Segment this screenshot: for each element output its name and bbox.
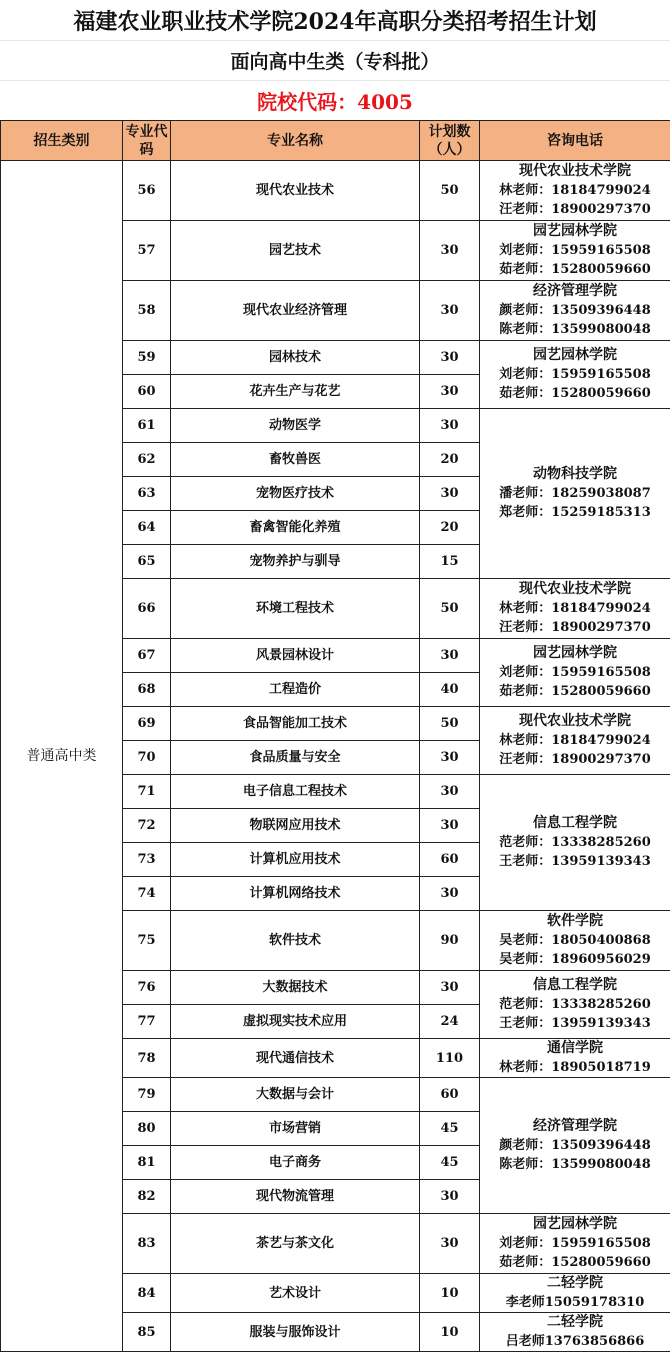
plan-count: 60 xyxy=(420,1078,480,1112)
major-code: 65 xyxy=(123,545,171,579)
contact-college: 园艺园林学院 xyxy=(480,1215,670,1234)
contact-cell xyxy=(480,1214,670,1274)
major-name: 现代通信技术 xyxy=(171,1039,420,1078)
major-code: 64 xyxy=(123,511,171,545)
contact-phone: 陈老师：13599080048 xyxy=(480,320,670,339)
plan-count: 30 xyxy=(420,409,480,443)
major-name: 现代物流管理 xyxy=(171,1180,420,1214)
plan-count: 30 xyxy=(420,775,480,809)
contact-college: 现代农业技术学院 xyxy=(480,712,670,731)
enrollment-plan-table xyxy=(0,120,670,1352)
contact-college: 信息工程学院 xyxy=(480,976,670,995)
contact-phone: 茹老师：15280059660 xyxy=(480,682,670,701)
contact-phone: 汪老师：18900297370 xyxy=(480,618,670,637)
contact-college: 现代农业技术学院 xyxy=(480,162,670,181)
plan-count: 60 xyxy=(420,843,480,877)
header-contact: 咨询电话 xyxy=(480,121,670,161)
major-name: 软件技术 xyxy=(171,911,420,971)
major-code: 62 xyxy=(123,443,171,477)
contact-cell xyxy=(480,341,670,409)
contact-phone: 陈老师：13599080048 xyxy=(480,1155,670,1174)
plan-count: 10 xyxy=(420,1313,480,1352)
major-name: 电子信息工程技术 xyxy=(171,775,420,809)
plan-count: 30 xyxy=(420,1180,480,1214)
major-code: 61 xyxy=(123,409,171,443)
contact-college: 经济管理学院 xyxy=(480,282,670,301)
contact-college: 软件学院 xyxy=(480,912,670,931)
contact-cell xyxy=(480,707,670,775)
contact-phone: 范老师：13338285260 xyxy=(480,995,670,1014)
contact-cell xyxy=(480,1274,670,1313)
contact-college: 二轻学院 xyxy=(480,1274,670,1293)
major-name: 物联网应用技术 xyxy=(171,809,420,843)
major-code: 82 xyxy=(123,1180,171,1214)
contact-cell xyxy=(480,639,670,707)
contact-cell xyxy=(480,971,670,1039)
contact-phone: 颜老师：13509396448 xyxy=(480,301,670,320)
contact-phone: 刘老师：15959165508 xyxy=(480,663,670,682)
contact-phone: 汪老师：18900297370 xyxy=(480,750,670,769)
plan-count: 30 xyxy=(420,341,480,375)
major-code: 74 xyxy=(123,877,171,911)
contact-cell xyxy=(480,221,670,281)
major-code: 73 xyxy=(123,843,171,877)
contact-phone: 茹老师：15280059660 xyxy=(480,1253,670,1272)
major-name: 艺术设计 xyxy=(171,1274,420,1313)
header-category: 招生类别 xyxy=(1,121,123,161)
contact-college: 园艺园林学院 xyxy=(480,644,670,663)
plan-count: 20 xyxy=(420,443,480,477)
contact-college: 动物科技学院 xyxy=(480,465,670,484)
major-code: 83 xyxy=(123,1214,171,1274)
plan-count: 110 xyxy=(420,1039,480,1078)
major-name: 现代农业技术 xyxy=(171,161,420,221)
contact-cell xyxy=(480,579,670,639)
contact-college: 园艺园林学院 xyxy=(480,222,670,241)
major-name: 工程造价 xyxy=(171,673,420,707)
major-name: 计算机应用技术 xyxy=(171,843,420,877)
contact-college: 信息工程学院 xyxy=(480,814,670,833)
contact-phone: 王老师：13959139343 xyxy=(480,852,670,871)
major-name: 花卉生产与花艺 xyxy=(171,375,420,409)
contact-phone: 茹老师：15280059660 xyxy=(480,260,670,279)
contact-phone: 王老师：13959139343 xyxy=(480,1014,670,1033)
plan-count: 30 xyxy=(420,375,480,409)
major-code: 75 xyxy=(123,911,171,971)
header-plan: 计划数（人） xyxy=(420,121,480,161)
major-code: 78 xyxy=(123,1039,171,1078)
major-code: 56 xyxy=(123,161,171,221)
contact-cell xyxy=(480,1039,670,1078)
major-code: 85 xyxy=(123,1313,171,1352)
major-code: 66 xyxy=(123,579,171,639)
contact-phone: 潘老师：18259038087 xyxy=(480,484,670,503)
contact-cell xyxy=(480,911,670,971)
major-code: 69 xyxy=(123,707,171,741)
major-name: 大数据与会计 xyxy=(171,1078,420,1112)
contact-phone: 林老师：18184799024 xyxy=(480,599,670,618)
major-name: 风景园林设计 xyxy=(171,639,420,673)
header-name: 专业名称 xyxy=(171,121,420,161)
contact-college: 二轻学院 xyxy=(480,1313,670,1332)
major-name: 动物医学 xyxy=(171,409,420,443)
major-name: 大数据技术 xyxy=(171,971,420,1005)
plan-count: 10 xyxy=(420,1274,480,1313)
plan-count: 30 xyxy=(420,741,480,775)
contact-phone: 郑老师：15259185313 xyxy=(480,503,670,522)
major-code: 63 xyxy=(123,477,171,511)
major-name: 食品智能加工技术 xyxy=(171,707,420,741)
plan-count: 30 xyxy=(420,971,480,1005)
plan-count: 30 xyxy=(420,877,480,911)
major-name: 畜牧兽医 xyxy=(171,443,420,477)
major-name: 现代农业经济管理 xyxy=(171,281,420,341)
major-name: 虚拟现实技术应用 xyxy=(171,1005,420,1039)
plan-count: 30 xyxy=(420,221,480,281)
contact-cell xyxy=(480,1078,670,1214)
contact-phone: 林老师：18184799024 xyxy=(480,181,670,200)
major-code: 84 xyxy=(123,1274,171,1313)
plan-count: 40 xyxy=(420,673,480,707)
major-name: 电子商务 xyxy=(171,1146,420,1180)
contact-college: 园艺园林学院 xyxy=(480,346,670,365)
major-code: 79 xyxy=(123,1078,171,1112)
page-title: 福建农业职业技术学院2024年高职分类招考招生计划 xyxy=(0,0,670,40)
contact-phone: 刘老师：15959165508 xyxy=(480,1234,670,1253)
major-name: 服装与服饰设计 xyxy=(171,1313,420,1352)
plan-count: 45 xyxy=(420,1112,480,1146)
contact-phone: 汪老师：18900297370 xyxy=(480,200,670,219)
contact-cell xyxy=(480,1313,670,1352)
plan-count: 50 xyxy=(420,579,480,639)
major-name: 园林技术 xyxy=(171,341,420,375)
contact-phone: 范老师：13338285260 xyxy=(480,833,670,852)
major-name: 园艺技术 xyxy=(171,221,420,281)
major-name: 食品质量与安全 xyxy=(171,741,420,775)
contact-college: 经济管理学院 xyxy=(480,1117,670,1136)
plan-count: 30 xyxy=(420,1214,480,1274)
plan-count: 30 xyxy=(420,477,480,511)
plan-count: 45 xyxy=(420,1146,480,1180)
contact-phone: 刘老师：15959165508 xyxy=(480,241,670,260)
plan-count: 90 xyxy=(420,911,480,971)
major-code: 58 xyxy=(123,281,171,341)
contact-college: 通信学院 xyxy=(480,1039,670,1058)
major-name: 计算机网络技术 xyxy=(171,877,420,911)
major-code: 71 xyxy=(123,775,171,809)
major-code: 72 xyxy=(123,809,171,843)
plan-count: 15 xyxy=(420,545,480,579)
contact-cell xyxy=(480,161,670,221)
contact-phone: 茹老师：15280059660 xyxy=(480,384,670,403)
contact-phone: 林老师：18184799024 xyxy=(480,731,670,750)
major-code: 59 xyxy=(123,341,171,375)
contact-phone: 颜老师：13509396448 xyxy=(480,1136,670,1155)
major-code: 76 xyxy=(123,971,171,1005)
school-code: 院校代码：4005 xyxy=(0,80,670,120)
major-code: 60 xyxy=(123,375,171,409)
category-cell: 普通高中类 xyxy=(1,161,123,1352)
major-code: 80 xyxy=(123,1112,171,1146)
table-header-row xyxy=(1,121,670,161)
header-code: 专业代码 xyxy=(123,121,171,161)
major-code: 81 xyxy=(123,1146,171,1180)
major-code: 68 xyxy=(123,673,171,707)
major-name: 茶艺与茶文化 xyxy=(171,1214,420,1274)
plan-count: 24 xyxy=(420,1005,480,1039)
contact-phone: 刘老师：15959165508 xyxy=(480,365,670,384)
contact-phone: 李老师15059178310 xyxy=(480,1293,670,1312)
major-code: 77 xyxy=(123,1005,171,1039)
page-subtitle: 面向高中生类（专科批） xyxy=(0,40,670,80)
major-code: 67 xyxy=(123,639,171,673)
contact-phone: 吴老师：18960956029 xyxy=(480,950,670,969)
table-row xyxy=(1,161,670,221)
plan-count: 30 xyxy=(420,281,480,341)
major-name: 宠物养护与驯导 xyxy=(171,545,420,579)
plan-count: 50 xyxy=(420,707,480,741)
plan-count: 50 xyxy=(420,161,480,221)
major-code: 57 xyxy=(123,221,171,281)
plan-count: 30 xyxy=(420,809,480,843)
major-name: 环境工程技术 xyxy=(171,579,420,639)
major-name: 市场营销 xyxy=(171,1112,420,1146)
contact-phone: 吴老师：18050400868 xyxy=(480,931,670,950)
contact-phone: 林老师：18905018719 xyxy=(480,1058,670,1077)
contact-college: 现代农业技术学院 xyxy=(480,580,670,599)
plan-count: 30 xyxy=(420,639,480,673)
major-name: 宠物医疗技术 xyxy=(171,477,420,511)
major-name: 畜禽智能化养殖 xyxy=(171,511,420,545)
major-code: 70 xyxy=(123,741,171,775)
plan-count: 20 xyxy=(420,511,480,545)
contact-cell xyxy=(480,409,670,579)
contact-cell xyxy=(480,281,670,341)
contact-phone: 吕老师13763856866 xyxy=(480,1332,670,1351)
contact-cell xyxy=(480,775,670,911)
